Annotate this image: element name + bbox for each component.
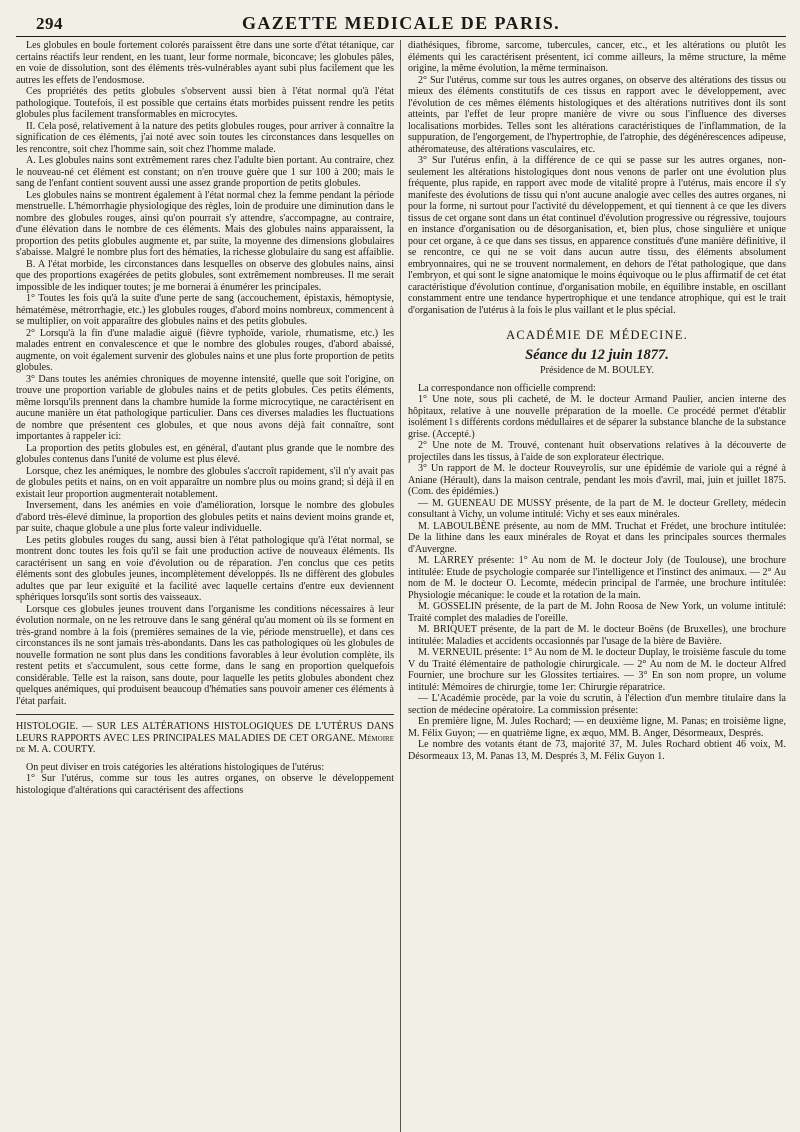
right-column bbox=[408, 40, 786, 1132]
paragraph: La proportion des petits globules est, en général, d'autant plus grande que le nombre des globules contenus dans l'unité de volume est plus élevé. bbox=[16, 442, 394, 465]
paragraph: En première ligne, M. Jules Rochard; — en deuxième ligne, M. Panas; en troisième ligne, M. Félix Guyon; — en quatrième ligne, ex æquo, MM. B. Anger, Désormeaux, Després. bbox=[408, 716, 786, 739]
paragraph: diathésiques, fibrome, sarcome, tubercules, cancer, etc., et les altérations ou plutôt les éléments qui les caractérisent présentent, ici comme ailleurs, la même structure, la même origine, la même évolution, la même terminaison. bbox=[408, 40, 786, 74]
paragraph: 2° Lorsqu'à la fin d'une maladie aiguë (fièvre typhoïde, variole, rhumatisme, etc.) les malades entrent en convalescence et que le nombre des globules rouges, d'abord abaissé, augmente, on voit également survenir des globules nains et une plus forte proportion de petits globules. bbox=[16, 327, 394, 373]
paragraph: 1° Une note, sous pli cacheté, de M. le docteur Armand Paulier, ancien interne des hôpitaux, relative à une nouvelle préparation de la moelle. Ce procédé permet d'établir isolément l s différents cordons médullaires et de séparer la substance blanche de la substance grise. (Accepté.) bbox=[408, 394, 786, 440]
paragraph: 3° Sur l'utérus enfin, à la différence de ce qui se passe sur les autres organes, non-seulement les altérations histologiques dont nous venons de parler ont une évolution plus fréquente, plus rapide, en rapport avec mode de vitalité propre à l'utérus, mais encore il s'y manifeste des évolutions de tissu qui n'ont aucune analogie avec celles des autres organes, ni pour la forme, ni surtout pour l'activité du développement, et qui tiennent à ce que les divers tissus de cet organe sont dans un état continuel d'évolution progressive ou régressive, toujours en instance d'organisation ou de désorganisation, et, bien plus, chose singulière et unique pour cet organe, à ce que dans ses tissus, en apparence constitués d'une manière définitive, il se rencontre, ce qui ne se voit dans aucun autre tissu, des éléments absolument embryonnaires, qui ne se trouvent normalement, en dehors de l'état pathologique, que dans l'embryon, et qui sont le signe anatomique le moins équivoque ou le plus affirmatif de cet état caractéristique d'évolution continue, d'organisation mobile, en équilibre instable, en oscillant constamment entre une tendance hypertrophique et une tendance atrophique, qui est le trait d'organisation de l'utérus à la fois le plus vaillant et le plus spécial. bbox=[408, 155, 786, 316]
paragraph: Lorsque, chez les anémiques, le nombre des globules s'accroît rapidement, s'il n'y avait pas de globules petits et nains, on en voit apparaître un nombre plus ou moins grand; si déjà il en existait leur proportion augmenterait notablement. bbox=[16, 465, 394, 500]
session-title: Séance du 12 juin 1877. bbox=[525, 346, 669, 363]
paragraph: Les globules nains se montrent également à l'état normal chez la femme pendant la période menstruelle. L'hémorrhagie physiologique des règles, loin de produire une diminution dans le nombre des globules rouges, ainsi qu'on pourrait s'y attendre, s'accompagne, au contraire, d'une élévation dans le nombre de ces éléments. Mais des globules nains apparaissent, la proportion des petits globules augmente et, par suite, la moyenne des dimensions globulaires s'abaisse. Malgré le nombre plus fort des hématies, la richesse globulaire du sang est affaiblie. bbox=[16, 189, 394, 258]
paragraph: La correspondance non officielle comprend: bbox=[418, 382, 596, 394]
paragraph: Les globules en boule fortement colorés paraissent être dans une sorte d'état tétanique, car certains réactifs leur rendent, en les tuant, leur forme normale, biconcave; les globules pâles, en voie de dissolution, sont des éléments très-vulnérables ayant subi plus facilement que les autres les effets de l'endosmose. bbox=[16, 40, 394, 86]
paragraph: 2° Sur l'utérus, comme sur tous les autres organes, on observe des altérations des tissus ou mieux des éléments constitutifs de ces tissus en rapport avec le développement, avec l'évolution de ces mêmes éléments histologiques et des altérations nutritives dont ils sont atteints, par l'effet de leur propre manière de vivre ou sous l'influence des diverses localisations morbides. Telles sont les altérations caractéristiques de l'inflammation, de la suppuration, de l'engorgement, de l'hypertrophie, de l'atrophie, des dégénérescences adipeuse, athéromateuse, des altérations vasculaires, etc. bbox=[408, 74, 786, 155]
academy-title: ACADÉMIE DE MÉDECINE. bbox=[506, 328, 688, 342]
paragraph: Le nombre des votants étant de 73, majorité 37, M. Jules Rochard obtient 46 voix, M. Désormeaux 13, M. Panas 13, M. Després 3, M. Félix Guyon 1. bbox=[408, 739, 786, 762]
paragraph: M. LARREY présente: 1° Au nom de M. le docteur Joly (de Toulouse), une brochure intitulée: Etude de psychologie comparée sur l'intelligence et l'instinct des animaux. — 2° Au nom de M. le docteur O. Lecomte, médecin principal de l'armée, une brochure intitulée: Physiologie mécanique: le coude et la rotation de la main. bbox=[408, 555, 786, 601]
section-divider bbox=[16, 714, 394, 715]
paragraph: On peut diviser en trois catégories les altérations histologiques de l'utérus: bbox=[26, 761, 325, 773]
paragraph: M. LABOULBÈNE présente, au nom de MM. Truchat et Frédet, une brochure intitulée: De la lithine dans les eaux minérales de Royat et dans les principales sources thermales d'Auvergne. bbox=[408, 520, 786, 555]
page-header bbox=[16, 10, 786, 37]
paragraph: Inversement, dans les anémies en voie d'amélioration, lorsque le nombre des globules d'abord très-élevé diminue, la proportion des globules petits et nains devient moins grande et, par suite, chaque globule a une plus forte valeur individuelle. bbox=[16, 500, 394, 534]
paragraph: 2° Une note de M. Trouvé, contenant huit observations relatives à la découverte de projectiles dans les tissus, à l'aide de son explorateur électrique. bbox=[408, 440, 786, 463]
paragraph: 3° Un rapport de M. le docteur Rouveyrolis, sur une épidémie de variole qui a régné à Aniane (Hérault), dans la maison centrale, pendant les mois d'avril, mai, juin et juillet 1875. (Com. des épidémies.) bbox=[408, 463, 786, 497]
paragraph: Lorsque ces globules jeunes trouvent dans l'organisme les conditions nécessaires à leur évolution normale, on ne les retrouve dans le sang général qu'au moment où ils se forment en très-grand nombre à la fois (premières semaines de la vie, période menstruelle), et dans ces circonstances ils ne sont jamais très-abondants. Dans les cas pathologiques où les globules de nouvelle formation ne sont plus dans les conditions favorables à leur évolution complète, ils restent petits et s'accumulent, sous cette forme, dans le sang en proportion quelquefois considérable. Telle est la raison, sans doute, pour laquelle les petits globules abondent chez quelques anémiques, qui produisent beaucoup d'hématies sans pouvoir amener ces éléments à l'état parfait. bbox=[16, 603, 394, 707]
paragraph: — M. GUENEAU DE MUSSY présente, de la part de M. le docteur Grellety, médecin consultant à Vichy, un volume intitulé: Vichy et ses eaux minérales. bbox=[408, 497, 786, 520]
paragraph: B. A l'état morbide, les circonstances dans lesquelles on observe des globules nains, ainsi que des proportions exagérées de petits globules, sont extrêmement nombreuses. Il me serait impossible de les indiquer toutes; je me bornerai à énumérer les principales. bbox=[16, 258, 394, 293]
paragraph: Les petits globules rouges du sang, aussi bien à l'état pathologique qu'à l'état normal, se montrent donc toutes les fois qu'il se fait une production active de nouveaux éléments. Ils caractérisent un sang en voie d'évolution ou de réparation. J'en conclus que ces petits éléments sont des globules jeunes, incomplètement développés. Ils ne diffèrent des globules adultes que par leur exiguïté et la facilité avec laquelle certains d'entre eux deviennent sphériques lorsqu'ils sont sortis des vaisseaux. bbox=[16, 534, 394, 603]
paragraph: M. BRIQUET présente, de la part de M. le docteur Boëns (de Bruxelles), une brochure intitulée: Maladies et accidents occasionnés par l'usage de la bière de Bavière. bbox=[408, 624, 786, 647]
text-columns bbox=[16, 40, 786, 1132]
presidency-line: Présidence de M. BOULEY. bbox=[540, 365, 654, 376]
paragraph: 1° Toutes les fois qu'à la suite d'une perte de sang (accouchement, épistaxis, hémoptysie, hématémèse, métrorrhagie, etc.) les globules rouges, d'abord moins nombreux, commencent à se multiplier, on voit apparaître des globules nains et des petits globules. bbox=[16, 293, 394, 327]
left-column bbox=[16, 40, 394, 1132]
paragraph: 1° Sur l'utérus, comme sur tous les autres organes, on observe le développement histologique d'altérations qui caractérisent des affections bbox=[16, 773, 394, 796]
paragraph: M. GOSSELIN présente, de la part de M. John Roosa de New York, un volume intitulé: Traité complet des maladies de l'oreille. bbox=[408, 601, 786, 624]
histology-heading: HISTOLOGIE. — SUR LES ALTÉRATIONS HISTOLOGIQUES DE L'UTÉRUS DANS LEURS RAPPORTS AVEC LES PRINCIPALES MALADIES DE CET ORGANE. Mémoire de M. A. COURTY. bbox=[16, 721, 394, 755]
paragraph: II. Cela posé, relativement à la nature des petits globules rouges, pour arriver à connaître la signification de ces éléments, j'ai noté avec soin toutes les circonstances dans lesquelles on les rencontre, soit chez l'homme sain, soit chez l'homme malade. bbox=[16, 120, 394, 155]
journal-title: GAZETTE MEDICALE DE PARIS. bbox=[241, 13, 561, 33]
paragraph: 3° Dans toutes les anémies chroniques de moyenne intensité, quelle que soit l'origine, on trouve une proportion variable de globules nains et de petits globules. Ces petits éléments, même lorsqu'ils prennent dans la chambre humide la forme microcytique, ne caractérisent en aucune manière un état pathologique particulier. Dans ces diverses maladies les fluctuations de nombre que présentent ces globules, et que nous avons déjà fait connaître, sont importantes à rappeler ici: bbox=[16, 373, 394, 442]
paragraph: A. Les globules nains sont extrêmement rares chez l'adulte bien portant. Au contraire, chez le nouveau-né cet élément est constant; on n'en trouve guère que 1 sur 100 à 200; mais le sang de l'enfant contient souvent aussi une assez grande proportion de petits globules. bbox=[16, 155, 394, 189]
paragraph: M. VERNEUIL présente: 1° Au nom de M. le docteur Duplay, le troisième fascule du tome V du Traité élémentaire de pathologie chirurgicale. — 2° Au nom de M. le docteur Alfred Fournier, une brochure sur les Glossites tertiaires. — 3° En son nom propre, un volume intitulé: Mémoires de chirurgie, tome 1er: Chirurgie réparatrice. bbox=[408, 647, 786, 693]
page-number: 294 bbox=[36, 14, 63, 33]
paragraph: — L'Académie procède, par la voie du scrutin, à l'élection d'un membre titulaire dans la section de médecine opératoire. La commission présente: bbox=[408, 693, 786, 716]
paragraph: Ces propriétés des petits globules s'observent aussi bien à l'état normal qu'à l'état pathologique. Toutefois, il est possible que certains états morbides puissent rendre les petits globules plus facilement transformables en microcytes. bbox=[16, 86, 394, 120]
column-rule bbox=[400, 40, 401, 1132]
